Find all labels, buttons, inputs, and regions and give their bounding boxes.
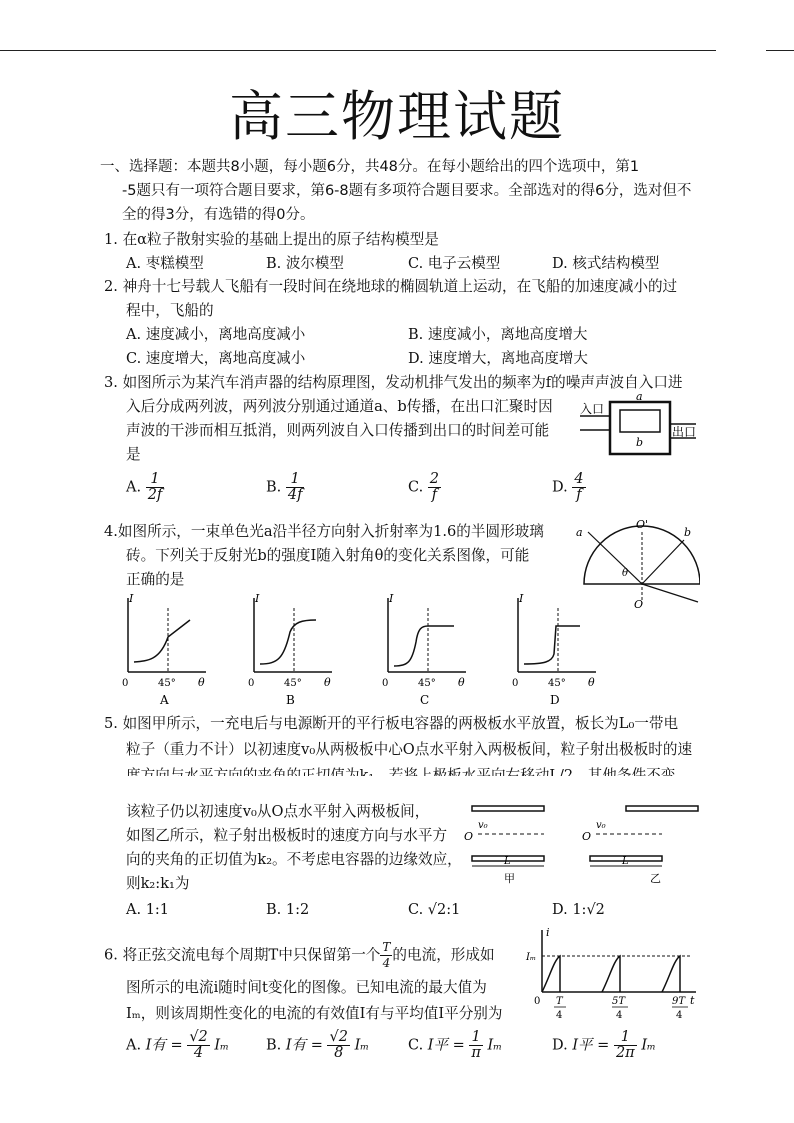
theta-label: θ <box>622 568 629 579</box>
graph-a-label: A <box>160 693 169 707</box>
q2-option-d: D. 速度增大，离地高度增大 <box>408 351 588 367</box>
tick-t4-den: 4 <box>556 1010 563 1020</box>
q6-d-fraction: $\frac{1}{2\pi}$ <box>615 1029 635 1061</box>
q3-stem-4: 是 <box>126 446 141 463</box>
inlet-label: 入口 <box>580 402 605 416</box>
plate-top-jia <box>472 806 544 811</box>
q6-stem-3: Iₘ，则该周期性变化的电流的有效值I有与平均值I平分别为 <box>126 1005 503 1022</box>
q4-graph-a <box>118 592 214 708</box>
scan-gap <box>0 776 794 796</box>
q6-option-d: D. I平 = $\frac{1}{2\pi}$ Iₘ <box>552 1029 656 1061</box>
q3-option-b: B. $\frac{1}{4f}$ <box>266 471 303 503</box>
q6-c-fraction: $\frac{1}{\pi}$ <box>471 1029 481 1061</box>
fig-yi-label: 乙 <box>650 872 661 885</box>
plate-top-yi <box>626 806 698 811</box>
pulse-3 <box>662 956 680 992</box>
q3-d-fraction: $\frac{4}{f}$ <box>574 471 584 503</box>
q3-c-fraction: $\frac{2}{f}$ <box>429 471 440 503</box>
reflected-ray-b <box>642 540 684 584</box>
q4-stem-3: 正确的是 <box>126 571 185 588</box>
fig-jia-label: 甲 <box>504 872 515 885</box>
q5-stem-7: 则k₂:k₁为 <box>126 875 190 892</box>
q4-stem-1: 4.如图所示，一束单色光a沿半径方向射入折射率为1.6的半圆形玻璃 <box>104 523 544 540</box>
tick-5t4-den: 4 <box>616 1010 623 1020</box>
center-o1-label: O' <box>636 518 649 531</box>
q3-stem-1: 3. 如图所示为某汽车消声器的结构原理图，发动机排气发出的频率为f的噪声声波自入口进 <box>104 374 683 391</box>
ray-b-label: b <box>684 526 692 539</box>
q6-option-b: B. I有 = $\frac{√2}{8}$ Iₘ <box>266 1029 370 1061</box>
section-instructions <box>100 155 710 227</box>
l-label-jia: L <box>504 856 511 867</box>
tick-t4-num: T <box>556 996 563 1007</box>
t-axis-label: t <box>690 994 695 1007</box>
capacitor-diagrams <box>462 800 702 886</box>
q6-stem-1: 6. 将正弦交流电每个周期T中只保留第一个 $\frac{T}{4}$ 的电流，形成如 <box>104 940 495 970</box>
graph-d-y-label: I <box>519 592 524 605</box>
muffler-inner <box>620 410 660 432</box>
graph-b-y-label: I <box>255 592 260 605</box>
graph-d-curve <box>524 626 580 664</box>
q5-stem-2: 粒子（重力不计）以初速度v₀从两极板中心O点水平射入两极板间，粒子射出极板时的速 <box>126 741 693 758</box>
outlet-label: 出口 <box>672 425 697 439</box>
muffler-diagram <box>576 388 698 460</box>
q2-option-b: B. 速度减小，离地高度增大 <box>408 327 588 343</box>
q1-option-b: B. 波尔模型 <box>266 256 344 272</box>
q1-option-a: A. 枣糕模型 <box>126 256 204 272</box>
center-o-label: O <box>634 598 644 610</box>
page-title: 高三物理试题 <box>229 85 565 148</box>
q5-stem-1: 5. 如图甲所示，一充电后与电源断开的平行板电容器的两极板水平放置，板长为L₀一带电 <box>104 715 679 732</box>
q4-graph-d <box>508 592 604 708</box>
pulse-2 <box>602 956 620 992</box>
graph-c-curve <box>394 626 454 666</box>
o-label-yi: O <box>582 830 592 843</box>
graph-d-origin: 0 <box>512 678 519 689</box>
q5-stem-4: 该粒子仍以初速度v₀从O点水平射入两极板间， <box>126 803 430 820</box>
q6-stem-2: 图所示的电流i随时间t变化的图像。已知电流的最大值为 <box>126 979 487 996</box>
graph-d-x-label: θ <box>588 676 595 689</box>
q1-stem: 1. 在α粒子散射实验的基础上提出的原子结构模型是 <box>104 231 439 248</box>
i-axis-label: i <box>546 926 550 939</box>
l-label-yi: L <box>622 856 629 867</box>
channel-a-label: a <box>636 390 643 403</box>
v0-label-jia: v₀ <box>478 820 488 831</box>
q5-option-d: D. 1:√2 <box>552 902 605 918</box>
q3-option-c: C. $\frac{2}{f}$ <box>408 471 440 503</box>
tick-9t4-num: 9T <box>672 996 686 1007</box>
q5-option-a: A. 1:1 <box>126 902 170 918</box>
q6-t4-fraction: $\frac{T}{4}$ <box>382 940 391 970</box>
graph-a-y-label: I <box>129 592 134 605</box>
graph-a-curve <box>134 620 190 662</box>
graph-b-origin: 0 <box>248 678 255 689</box>
q3-b-fraction: $\frac{1}{4f}$ <box>287 471 303 503</box>
q2-option-a: A. 速度减小，离地高度减小 <box>126 327 306 343</box>
q6-option-a: A. I有 = $\frac{√2}{4}$ Iₘ <box>126 1029 230 1061</box>
graph-c-45-label: 45° <box>418 678 436 689</box>
graph-a-x-label: θ <box>198 676 205 689</box>
graph-c-label: C <box>420 693 430 707</box>
q3-stem-2: 入后分成两列波，两列波分别通过通道a、b传播，在出口汇聚时因 <box>126 398 553 415</box>
graph-d-45-label: 45° <box>548 678 566 689</box>
q3-a-fraction: $\frac{1}{2f}$ <box>147 471 163 503</box>
q3-option-d: D. $\frac{4}{f}$ <box>552 471 584 503</box>
tick-9t4-den: 4 <box>676 1010 683 1020</box>
q2-option-c: C. 速度增大，离地高度减小 <box>126 351 306 367</box>
refracted-ray <box>642 584 698 602</box>
graph-c-origin: 0 <box>382 678 389 689</box>
header-rule <box>0 50 716 51</box>
tick-5t4-num: 5T <box>612 996 626 1007</box>
q4-stem-2: 砖。下列关于反射光b的强度I随入射角θ的变化关系图像，可能 <box>126 547 530 564</box>
o-label-jia: O <box>464 830 474 843</box>
q5-stem-5: 如图乙所示，粒子射出极板时的速度方向与水平方 <box>126 827 448 844</box>
graph-a-origin: 0 <box>122 678 129 689</box>
section-line-2: -5题只有一项符合题目要求，第6-8题有多项符合题目要求。全部选对的得6分，选对但不 <box>122 183 692 199</box>
q5-option-b: B. 1:2 <box>266 902 310 918</box>
q3-stem-3: 声波的干涉而相互抵消，则两列波自入口传播到出口的时间差可能 <box>126 422 550 439</box>
graph-c-x-label: θ <box>458 676 465 689</box>
incident-ray-a <box>588 532 642 584</box>
current-time-graph <box>520 926 700 1020</box>
graph-c-y-label: I <box>389 592 394 605</box>
ray-a-label: a <box>576 526 583 539</box>
v0-label-yi: v₀ <box>596 820 606 831</box>
q2-stem-2: 程中，飞船的 <box>126 302 214 319</box>
q1-option-d: D. 核式结构模型 <box>552 256 660 272</box>
header-rule-right <box>766 50 794 51</box>
q6-option-c: C. I平 = $\frac{1}{\pi}$ Iₘ <box>408 1029 503 1061</box>
q2-stem-1: 2. 神舟十七号载人飞船有一段时间在绕地球的椭圆轨道上运动，在飞船的加速度减小的过 <box>104 278 678 295</box>
graph-b-x-label: θ <box>324 676 331 689</box>
q5-stem-6: 向的夹角的正切值为k₂。不考虑电容器的边缘效应， <box>126 851 462 868</box>
q6-b-fraction: $\frac{√2}{8}$ <box>329 1029 348 1061</box>
section-line-3: 全的得3分，有选错的得0分。 <box>122 207 315 223</box>
q5-option-c: C. √2:1 <box>408 902 461 918</box>
q6-a-fraction: $\frac{√2}{4}$ <box>189 1029 208 1061</box>
graph-d-label: D <box>550 693 560 707</box>
im-label: Iₘ <box>526 952 537 963</box>
q4-graph-c <box>378 592 474 708</box>
q3-option-a: A. $\frac{1}{2f}$ <box>126 471 163 503</box>
origin-label: 0 <box>534 996 541 1007</box>
graph-b-label: B <box>286 693 295 707</box>
graph-b-45-label: 45° <box>284 678 302 689</box>
graph-b-curve <box>260 620 316 664</box>
section-line-1: 一、选择题：本题共8小题，每小题6分，共48分。在每小题给出的四个选项中，第1 <box>100 159 640 175</box>
q1-option-c: C. 电子云模型 <box>408 256 501 272</box>
graph-a-45-label: 45° <box>158 678 176 689</box>
pulse-1 <box>542 956 560 992</box>
q4-graph-b <box>244 592 340 708</box>
channel-b-label: b <box>636 436 644 449</box>
